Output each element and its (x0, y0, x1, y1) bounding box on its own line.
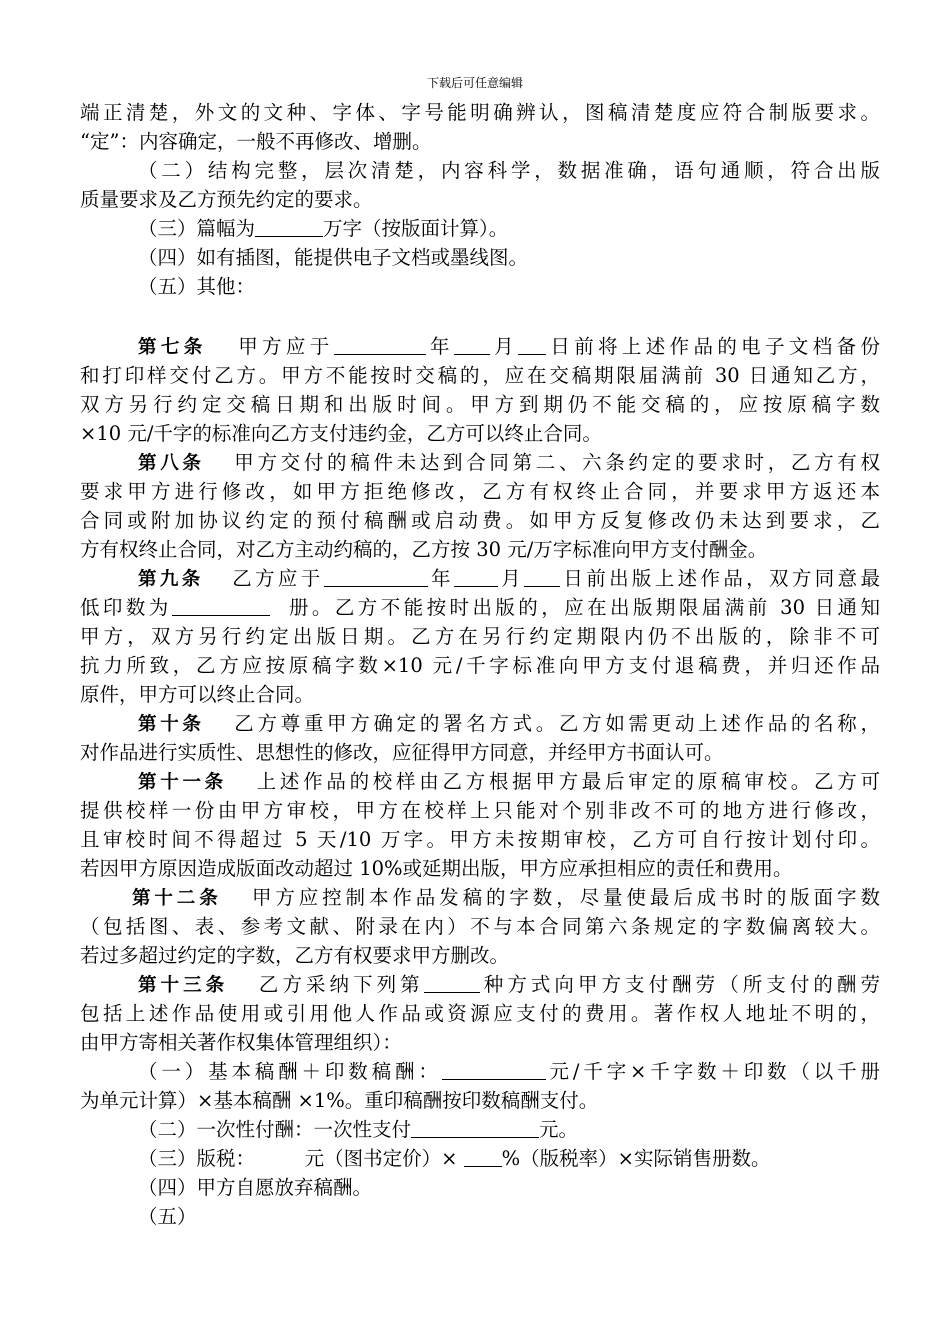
paragraph-line: 对作品进行实质性、思想性的修改，应征得甲方同意，并经甲方书面认可。 (80, 741, 724, 764)
text-segment: 元。 (539, 1118, 579, 1141)
article-10-line (80, 709, 880, 738)
fill-in-blank[interactable] (442, 1060, 546, 1080)
fill-in-blank[interactable] (324, 567, 428, 587)
text-segment: 乙方应于 (232, 567, 324, 590)
text-segment: 乙方尊重甲方确定的署名方式。乙方如需更动上述作品的名称， (234, 712, 880, 735)
text-segment: 甲方交付的稿件未达到合同第二、六条约定的要求时，乙方有权 (234, 451, 880, 474)
text-segment: （一）基本稿酬＋印数稿酬： (138, 1060, 442, 1083)
document-body (80, 98, 880, 1231)
text-segment: （三）版税： (138, 1147, 256, 1170)
paragraph-line: 端正清楚，外文的文种、字体、字号能明确辨认，图稿清楚度应符合制版要求。 (80, 101, 880, 124)
text-segment: 元（图书定价）× (304, 1147, 458, 1170)
text-segment: 年 (425, 335, 454, 358)
paragraph-line: （四）如有插图，能提供电子文档或墨线图。 (138, 246, 529, 269)
text-segment: （二）一次性付酬：一次性支付 (138, 1118, 412, 1141)
fill-in-blank[interactable] (172, 596, 270, 616)
paragraph-line: （包括图、表、参考文献、附录在内）不与本合同第六条规定的字数偏离较大。 (80, 915, 880, 938)
fill-in-blank[interactable] (255, 217, 323, 237)
paragraph-line (80, 593, 880, 622)
article-title: 第十二条 (132, 888, 222, 909)
text-segment: 乙方采纳下列第 (258, 973, 424, 996)
paragraph-line: “定”：内容确定，一般不再修改、增删。 (80, 130, 432, 153)
article-13-line (80, 970, 880, 999)
article-title: 第十条 (138, 714, 205, 735)
fill-in-blank[interactable] (334, 335, 426, 355)
paragraph-line: 且审校时间不得超过 5 天/10 万字。甲方未按期审校，乙方可自行按计划付印。 (80, 828, 880, 851)
text-segment: 册。乙方不能按时出版的，应在出版期限届满前 30 日通知 (289, 596, 880, 619)
paragraph-line: （五） (138, 1205, 197, 1228)
fill-in-blank[interactable] (454, 335, 490, 355)
text-segment: 日前将上述作品的电子文档备份 (546, 335, 880, 358)
paragraph-gap (80, 301, 880, 332)
fill-in-blank[interactable] (524, 567, 560, 587)
text-segment: 年 (427, 567, 454, 590)
paragraph-line: 和打印样交付乙方。甲方不能按时交稿的，应在交稿期限届满前 30 日通知乙方， (80, 364, 880, 387)
paragraph-line: 包括上述作品使用或引用他人作品或资源应支付的费用。著作权人地址不明的， (80, 1002, 880, 1025)
text-segment: 万字（按版面计算）。 (323, 217, 509, 240)
text-segment: %（版税率）×实际销售册数。 (501, 1147, 771, 1170)
paragraph-line: 由甲方寄相关著作权集体管理组织）： (80, 1031, 402, 1054)
fill-in-blank[interactable] (518, 335, 546, 355)
paragraph-line (80, 1115, 880, 1144)
paragraph-line: 甲方，双方另行约定出版日期。乙方在另行约定期限内仍不出版的，除非不可 (80, 625, 880, 648)
article-title: 第八条 (138, 453, 205, 474)
article-title: 第十一条 (138, 772, 227, 793)
text-segment: 低印数为 (80, 596, 172, 619)
fill-in-blank[interactable] (454, 567, 498, 587)
paragraph-line: 质量要求及乙方预先约定的要求。 (80, 188, 373, 211)
paragraph-line: 提供校样一份由甲方审校，甲方在校样上只能对个别非改不可的地方进行修改， (80, 799, 880, 822)
text-segment: （三）篇幅为 (138, 217, 256, 240)
article-11-line (80, 767, 880, 796)
article-8-line (80, 448, 880, 477)
paragraph-line: 双方另行约定交稿日期和出版时间。甲方到期仍不能交稿的，应按原稿字数 (80, 393, 880, 416)
paragraph-line: 若过多超过约定的字数，乙方有权要求甲方删改。 (80, 944, 510, 967)
text-segment: 种方式向甲方支付酬劳（所支付的酬劳 (479, 973, 880, 996)
text-segment: 月 (497, 567, 525, 590)
page-header: 下载后可任意编辑 (426, 76, 523, 90)
article-7-line (80, 332, 880, 361)
paragraph-line: ×10 元/千字的标准向乙方支付违约金，乙方可以终止合同。 (80, 422, 602, 445)
paragraph-line: 方有权终止合同，对乙方主动约稿的，乙方按 30 元/万字标准向甲方支付酬金。 (80, 538, 768, 561)
paragraph-line (80, 214, 880, 243)
paragraph-line: （二）结构完整，层次清楚，内容科学，数据准确，语句通顺，符合出版 (138, 159, 880, 182)
article-title: 第十三条 (138, 975, 229, 996)
text-segment: 上述作品的校样由乙方根据甲方最后审定的原稿审校。乙方可 (256, 770, 880, 793)
article-12-line (80, 883, 880, 912)
paragraph-line: 原件，甲方可以终止合同。 (80, 683, 315, 706)
paragraph-line: 若因甲方原因造成版面改动超过 10%或延期出版，甲方应承担相应的责任和费用。 (80, 857, 793, 880)
fill-in-blank[interactable] (464, 1147, 502, 1167)
paragraph-line: （四）甲方自愿放弃稿酬。 (138, 1176, 373, 1199)
paragraph-line: 为单元计算）×基本稿酬 ×1%。重印稿酬按印数稿酬支付。 (80, 1089, 599, 1112)
paragraph-line: 要求甲方进行修改，如甲方拒绝修改，乙方有权终止合同，并要求甲方返还本 (80, 480, 880, 503)
paragraph-line (80, 1144, 880, 1173)
paragraph-line: （五）其他： (138, 275, 256, 298)
fill-in-blank[interactable] (411, 1118, 539, 1138)
text-segment: 甲方应控制本作品发稿的字数，尽量使最后成书时的版面字数 (251, 886, 880, 909)
article-9-line (80, 564, 880, 593)
paragraph-line (80, 1057, 880, 1086)
text-segment: 甲方应于 (238, 335, 334, 358)
text-segment: 日前出版上述作品，双方同意最 (560, 567, 880, 590)
paragraph-line: 合同或附加协议约定的预付稿酬或启动费。如甲方反复修改仍未达到要求，乙 (80, 509, 880, 532)
article-title: 第七条 (138, 337, 207, 358)
text-segment: 月 (489, 335, 519, 358)
fill-in-blank[interactable] (424, 973, 480, 993)
text-segment: 元/千字×千字数＋印数（以千册 (545, 1060, 880, 1083)
article-title: 第九条 (138, 569, 204, 590)
paragraph-line: 抗力所致，乙方应按原稿字数×10 元/千字标准向甲方支付退稿费，并归还作品 (80, 654, 880, 677)
